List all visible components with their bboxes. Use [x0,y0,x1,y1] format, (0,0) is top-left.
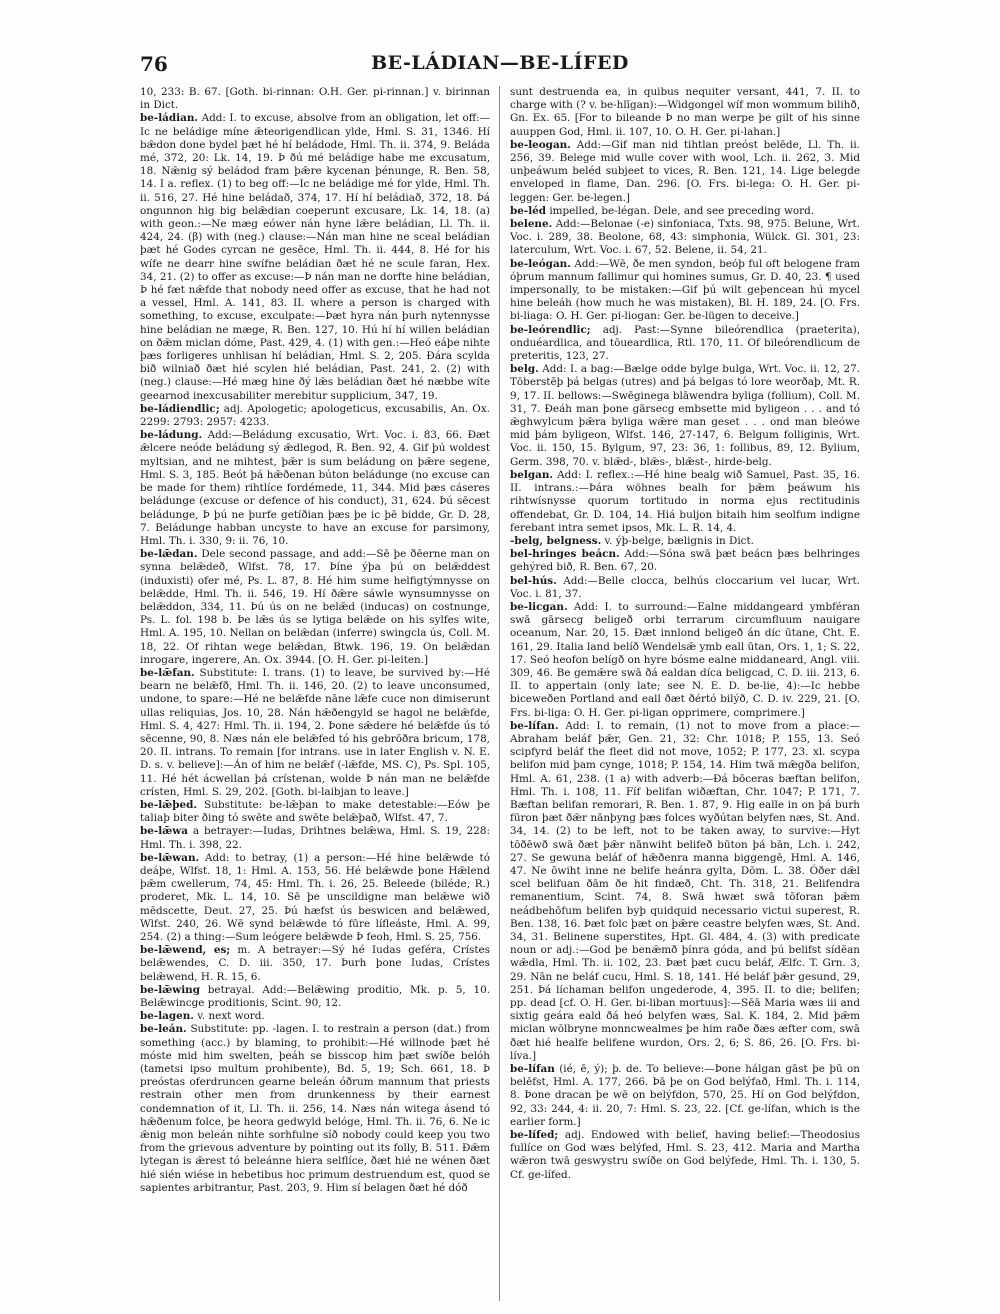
dictionary-entry [140,403,490,429]
columns [140,86,860,1301]
dictionary-entry [510,1129,860,1182]
entry-headword: be-leán. [140,1023,187,1036]
dictionary-entry [140,799,490,825]
entry-text: Add: I. reflex.:—Hé hine bealg wið Samuel, Past. 35, 16. II. intrans.:—Þára wöhnes bealh for þǣm þeáwum his rihtwísnysse quorum tortitudo in norma ejus rectitudinis offendebat, Gr. D. 104, 14. Hiá buljon bitaih him seolfum indigne ferebant intra semet ipsos, Mk. L. R. 14, 4. [510,468,860,534]
entry-text: 10, 233: B. 67. [Goth. bi-rinnan: O.H. Ger. pi-rinnan.] v. birinnan in Dict. [140,86,490,112]
dictionary-entry [510,720,860,1063]
entry-headword: be-lífan. [510,719,559,732]
dictionary-entry [510,205,860,218]
entry-headword: be-lǣwan. [140,851,200,864]
entry-text: (ié, ē, ý); þ. de. To believe:—Þone hálgan gāst þe þū on belēfst, Hml. A. 177, 266. Þā þe on God belýfað, Hml. Th. i. 114, 8. Þone dracan þe wē on belýfdon, 570, 25. Hí on God belýfdon, 92, 33: 244, 4: ii. 20, 7: Hml. S. 23, 22. [Cf. ge-lífan, which is the earlier form.] [510,1063,860,1128]
dictionary-entry [140,429,490,548]
entry-headword: be-leórendlic; [510,323,591,336]
entry-text: Add:—Gif man nid tihtlan preóst belēde, Ll. Th. ii. 256, 39. Belege mid wulle cover with wool, Lch. ii. 262, 3. Mid unþeáwum beléd subjeet to vices, R. Ben. 121, 14. Lige belegde enveloped in flame, Dan. 296. [O. Frs. bi-lega: O. H. Ger. pi-leggen: Ger. be-legen.] [510,138,860,204]
entry-headword: be-lǣwing [140,983,200,996]
right-column [510,86,860,1301]
entry-text: Add: I. to remain, (1) not to move from a place:—Abraham beláf þǣr, Gen. 21, 32: Chr. 1018; P. 155, 13. Seó scipfyrd beláf the fleet did not move, 1052; P. 177, 23. xl. scypa belifon mid þam cynge, 1018; P. 154, 14. Him twā mǣgða belifon, Hml. A. 61, 238. (1 a) with adverb:—Ðá bōceras bæftan belifon, Hml. Th. i. 108, 11. Fíf belifan wiðæftan, Chr. 1047; P. 171, 7. Bæftan belifan remorari, R. Ben. 1. 87, 9. Hig ealle in on þá burh fūron þæt ðǣr nānþyng þæs folces wyðútan belyfen næs, St. And. 34, 14. (2) to be left, not to be taken away, to survive:—Hyt tōðēwð swā ðæt þǣr nānwiht belifeð būton þá bān, Lch. i. 242, 27. Se gewuna beláf of hǣðenra manna biggengē, Hml. A. 146, 47. Ne ōwiht inne ne belife heánra gylta, Dōm. L. 38. Óðer dǣl scel belifuan ðām ðe hit findæð, Cht. Th. 318, 21. Belifendra remanentium, Scint. 74, 8. Swā hwæt swā tōforan þǣm neádbehōfum belifen byþ quidquid necessario victui superest, R. Ben. 138, 16. Þæt folc þæt on þǣre ceastre belyfen wæs, St. And. 34, 31. Belinene superstites, Hpt. Gl. 484, 4. (3) with predicate noun or adj.:—God þe benǣmð þínra góda, and þú belifst sídēan wǣdla, Hml. Th. ii. 102, 23. Þæt þæt cucu beláf, Ælfc. T. Grn. 3, 29. Nān ne beláf cucu, Hml. S. 18, 141. Hé beláf þǣr gesund, 29, 251. Þá líchaman belifon ungederode, 4, 395. II. to die; belifen; pp. dead [cf. O. H. Ger. bi-liban mortuus]:—Sēā Maria wæs iii and sixtig geára eald ðá heó belyfen wæs, Sal. K. 184, 2. Mid þǣm miclan wōlbryne monncwealmes þe him raðe ðæs æfter com, swā ðæt hié healfe belifene wurdon, Ors. 2, 6; S. 86, 26. [O. Frs. bi-líva.] [510,719,860,1062]
page-header [140,52,860,78]
dictionary-entry [140,1023,490,1195]
entry-text: Add:—Sóna swā þæt beácn þæs belhringes gehýred bið, R. Ben. 67, 20. [510,548,860,574]
entry-headword: be-ládian. [140,112,198,125]
entry-headword: bel-hús. [510,574,557,587]
entry-text: Substitute: I. trans. (1) to leave, be survived by:—Hé bearn ne belǣfð, Hml. Th. ii. 146, 20. (2) to leave unconsumed, undone, to spare:—Hé ne belǣfde nāne lǣfe cuce non dimiserunt ullas reliquias, Jos. 10, 28. Nán hǣðengyld se hagol ne belǣfde, Hml. S. 4, 427: Hml. Th. ii. 194, 2. Þone sǣdere hé belǣfde ús tó sēcenne, 90, 8. Næs nán ele belǣfed tó his gebrōðra bricum, 178, 20. II. intrans. To remain [for intrans. use in later English v. N. E. D. s. v. believe]:—Án of him ne belǣf (-lǣfde, MS. C), Ps. Spl. 105, 11. Hé hét ácwellan þá crístenan, wolde Þ nán man ne belǣfde crísten, Hml. S. 29, 202. [Goth. bi-laibjan to leave.] [140,666,490,798]
entry-text: Add:—Belonae (-e) sinfoniaca, Txts. 98, 975. Belune, Wrt. Voc. i. 289, 38. Beolone, 68, 43: simphonia, Wülck. Gl. 301, 23: laterculum, Wrt. Voc. i. 67, 52. Belene, ii. 54, 21. [510,218,860,257]
entry-text: Add: I. to excuse, absolve from an obligation, let off:—Ic ne beládige míne ǣteorigendlican ylde, Hml. S. 31, 1346. Hí bǣdon done bydel þæt hé hí beládode, Hml. Th. ii. 374, 9. Beláda mé, 372, 20: Lk. 14, 19. Þ ðú mé beládige habe me excusatum, 18. Nǣnig sý beládod fram þǣre kycenan þénunge, R. Ben. 58, 14. I a. reflex. (1) to beg off:—Ic ne beládige mé for ylde, Hml. Th. ii. 516, 27. Hé hine beládað, 374, 17. Hí hí beládiað, 372, 18. Þá ongunnon hig big belǣdian coeperunt excusare, Lk. 14, 18. (a) with geon.:—Ne mæg eówer nán hyne lǣre beládian, Ll. Th. ii. 424, 24. (β) with (neg.) clause:—Nán man hine ne sceal beládian þæt hé Godes cyrcan ne gesēce, Hml. Th. ii. 444, 8. Hé for his wífe ne dearr hine swífne beládian ðæt hé ne scule faran, Hex. 34, 21. (2) to offer as excuse:—Þ nán man ne dorfte hine beládian, Þ hé fæt nǣfde that nobody need offer as excuse, that he had not a vessel, Hml. A. 141, 83. II. where a person is charged with something, to excuse, exculpate:—Þæt hyra nán þurh nytennysse hine beládian ne mæge, R. Ben. 127, 10. Hú hí hí willen beládian on ðǣm miclan dóme, Past. 429, 4. (1) with gen.:—Heó eáþe nihte þæs forligeres unhlisan hí beládian, Hml. S. 2, 205. Ðára scylda bið wilniað ðæt hié scylen hié beládian, Past. 241, 2. (2) with (neg.) clause:—Hé mæg hine ðý lǣs beládian ðæt hé næbbe wíte geearnod inexcusabiliter merebitur supplicium, 347, 19. [140,112,490,402]
entry-text: Add:—Belle clocca, belhús cloccarium vel lucar, Wrt. Voc. i. 81, 37. [510,574,860,600]
entry-headword: be-leógan. [510,257,571,270]
dictionary-entry [140,667,490,799]
dictionary-entry [510,139,860,205]
dictionary-entry [510,1063,860,1129]
entry-text: v. next word. [197,1010,265,1023]
entry-headword: belgan. [510,468,553,481]
dictionary-entry [140,112,490,402]
dictionary-entry [510,218,860,258]
entry-headword: be-ládiendlic; [140,402,220,415]
entry-headword: be-lífed; [510,1129,559,1142]
entry-headword: be-leogan. [510,138,571,151]
entry-headword: be-lagen. [140,1010,194,1023]
entry-text: v. ýþ-belge, bælignis in Dict. [604,534,754,547]
entry-headword: bel-hringes beácn. [510,548,620,561]
dictionary-entry [510,363,860,469]
entry-headword: be-ládung. [140,429,203,442]
entry-text: Add: I. a bag:—Bælge odde bylge bulga, Wrt. Voc. ii. 12, 27. Tōberstēþ þá belgas (utres) and þá belgas tó lore weorðaþ, Mt. R. 9, 17. II. bellows:—Swēginega blāwendra byliga (follium), Coll. M. 31, 7. Ðeáh man þone gārsecg embsette mid byligeon . . . and tó ǣghwylcum þǣra byliga wǣre man geset . . . ond man bleówe mid þám byligeon, Wlfst. 146, 27-147, 6. Belgum folliginis, Wrt. Voc. ii. 150, 15. Bylgum, 97, 23: 36, 1: follibus, 89, 12. Bylium, Germ. 398, 70. v. blǣd-, blǣs-, blǣst-, hirde-belg. [510,363,860,468]
dictionary-entry [510,548,860,574]
dictionary-entry [140,944,490,984]
entry-text: m. A betrayer:—Sý hé Iudas geféra, Crístes belǣwendes, C. D. iii. 350, 17. Þurh þone Iudas, Crístes belǣwend, H. R. 15, 6. [140,944,490,983]
dictionary-entry [510,469,860,535]
dictionary-entry [510,258,860,324]
dictionary-entry [140,825,490,851]
dictionary-entry [140,984,490,1010]
entry-headword: be-licgan. [510,600,568,613]
entry-text: adj. Endowed with belief, having belief:—Theodosius fullíce on God wæs belýfed, Hml. S. 23, 412. Maria and Martha wǣron twā geswystru swíðe on God belýfede, Hml. Th. i. 130, 5. Cf. ge-lífed. [510,1129,860,1181]
entry-text: impelled, be-légan. Dele, and see preceding word. [549,204,815,217]
entry-text: adj. Apologetic; apologeticus, excusabilis, An. Ox. 2299: 2793: 2957: 4233. [140,402,490,429]
entry-headword: belene. [510,218,553,231]
dictionary-entry [140,852,490,944]
entry-text: sunt destruenda ea, in quibus nequiter versant, 441, 7. II. to charge with (? v. be-hlīgan):—Widgongel wíf mon wommum bilihð, Gn. Ex. 65. [For to bileande Þ no man werpe þe gilt of his sinne auuppen God, Hml. ii. 107, 10. O. H. Ger. pi-lahan.] [510,86,860,138]
entry-headword: be-lǣwa [140,825,188,838]
entry-text: Substitute: be-lǣþan to make detestable:—Eów þe taliaþ biter ðing tó swēte and swēte belǣþað, Wlfst. 47, 7. [140,798,490,825]
entry-headword: -belg, belgness. [510,534,602,547]
dictionary-entry [510,575,860,601]
entry-headword: be-lǣþed. [140,798,198,811]
dictionary-entry [140,1010,490,1023]
dictionary-entry [140,548,490,667]
entry-headword: be-lǣdan. [140,548,198,561]
page-number: 76 [140,52,168,76]
entry-headword: belg. [510,363,539,376]
entry-text: adj. Past:—Synne bileórendlica (praeterita), onduéardlica, and tōueardlica, Rtl. 170, 11. Of bileórendlicum de preteritis, 123, 27. [510,323,860,363]
dictionary-entry [140,86,490,112]
entry-headword: be-lǣfan. [140,666,195,679]
entry-headword: be-lífan [510,1063,555,1076]
entry-text: Substitute: pp. -lagen. I. to restrain a person (dat.) from something (acc.) by blaming, to prohibit:—Hé willnode þæt hé móste mid him swelten, þeáh se bisscop him þæt swíðe belóh (tametsi ipso multum prohibente), Bd. 5, 19; Sch. 661, 18. Þ preóstas oferdruncen gearne beleán óðrum mannum that priests restrain other men from drunkenness by their earnest condemnation of it, Ll. Th. ii. 256, 14. Næs nán witega ásend tó hǣðenum folce, þe heora gedwyld belóge, Hml. Th. ii. 76, 6. Ne ic ǣnig mon beleán nihte sorhfulne síð nobody could keep you two from the grievous adventure by pointing out its folly, B. 511. Ðǣm lytegan is ǣrest tó beleánne hiera selflíce, ðæt hié ne wénen ðæt hié sién wiése in hebetibus hoc primum destruendum est, quod se sapientes arbitrantur, Past. 203, 9. Him sí belagen ðæt hé dóð [140,1023,490,1194]
entry-headword: be-léd [510,204,547,217]
entry-text: Add: I. to surround:—Ealne middangeard ymbféran swā gārsecg beligeð orbi terrarum circumfluum nauigare oceanum, Nar. 20, 15. Ðæt innlond beligeð án díc ūtane, Cht. E. 161, 29. Italia land belíð Wendelsǣ ymb eall ūtan, Ors. 1, 1; S. 22, 17. Seó heofon belígð on hyre bósme ealne middaneard, Angl. viii. 309, 46. Be gemǣre swā ðá ealdan díca beligcad, C. D. iii. 213, 6. II. to appertain (only late; see N. E. D. be-lie, 4):—Ic hebbe biceweðen Portland and eall ðæt ðértó bilýð, C. D. iv. 229, 21. [O. Frs. bi-liga: O. H. Ger. pi-ligan opprimere, comprimere.] [510,600,860,719]
running-head: BE-LÁDIAN—BE-LÍFED [371,52,629,74]
entry-text: Dele second passage, and add:—Sē þe ðēerne man on synna belǣdeð, Wlfst. 78, 17. Þíne ýþa þú on belǣddest (induxisti) ofer mé, Ps. L. 87, 8. Hé him sume helfigtýmnysse on belǣdde, Hml. Th. ii. 546, 19. Hí ðǣre sáwle wynsumnysse on belǣddon, 334, 11. Þú ús on ne belǣd (inducas) on costnunge, Ps. L. fol. 198 b. Þe lǣs ús se lytiga belǣde on his sylfes wite, Hml. A. 195, 10. Nellan on belǣdan (inferre) swingcla ús, Coll. M. 18, 22. Of rihtan wege belǣdan, Btwk. 196, 19. On belǣdan inrogare, ingerere, An. Ox. 3944. [O. H. Ger. pi-leiten.] [140,548,490,666]
entry-text: Add:—Wē, ðe men syndon, beóþ ful oft belogene fram óþrum mannum fallimur qui homines sumus, Gr. D. 40, 23. ¶ used impersonally, to be mistaken:—Gif þú wilt geþencean hú mycel hine beleáh (how much he was mistaken), Bl. H. 189, 24. [O. Frs. bi-liaga: O. H. Ger. pi-liogan: Ger. be-lügen to deceive.] [510,257,860,323]
entry-text: Add:—Beládung excusatio, Wrt. Voc. i. 83, 66. Ðæt ǣlcere neóde beládung sý ǣdlegod, R. Ben. 92, 4. Gif þú woldest myltsian, and ne mihtest, þǣr is sum beládung on þǣre segene, Hml. S. 3, 185. Beót þá hǣðenan búton beládunge (no excuse can be made for them) rihtlíce fordémede, 11, 344. Mid þæs cáseres beládunge (excuse or defence of his conduct), 31, 624. Þú sēcest beládunge, Þ þú ne þurfe getíðian þæs þe ic þē bidde, Gr. D. 28, 7. Beládunge habban uncyste to have an excuse for parsimony, Hml. Th. i. 330, 9: ii. 76, 10. [140,429,490,547]
left-column [140,86,490,1301]
entry-headword: be-lǣwend, es; [140,944,231,957]
entry-text: a betrayer:—Iudas, Drihtnes belǣwa, Hml. S. 19, 228: Hml. Th. i. 398, 22. [140,825,490,851]
entry-text: betrayal. Add:—Belǣwing proditio, Mk. p. 5, 10. Belǣwincge proditionis, Scint. 90, 12. [140,983,490,1010]
column-divider [499,86,500,1301]
dictionary-entry [510,535,860,548]
entry-text: Add: to betray, (1) a person:—Hé hine belǣwde tó deáþe, Wlfst. 18, 1: Hml. A. 153, 56. Hé belǣwde þone Hǣlend þǣm cwellerum, 74, 45: Hml. Th. i. 26, 25. Beleede (biléde, R.) proderet, Mk. L. 14, 10. Sē þe unscildigne man belǣwe wið mēdscette, Deut. 27, 25. Þú hæfst ús beswicen and belǣwed, Wlfst. 240, 26. Wē synd belǣwde tó fūre lífleáste, Hml. A. 99, 254. (2) a thing:—Sum leógere belǣwde Þ feoh, Hml. S. 25, 756. [140,851,490,943]
dictionary-entry [510,324,860,364]
dictionary-entry [510,601,860,720]
dictionary-entry [510,86,860,139]
